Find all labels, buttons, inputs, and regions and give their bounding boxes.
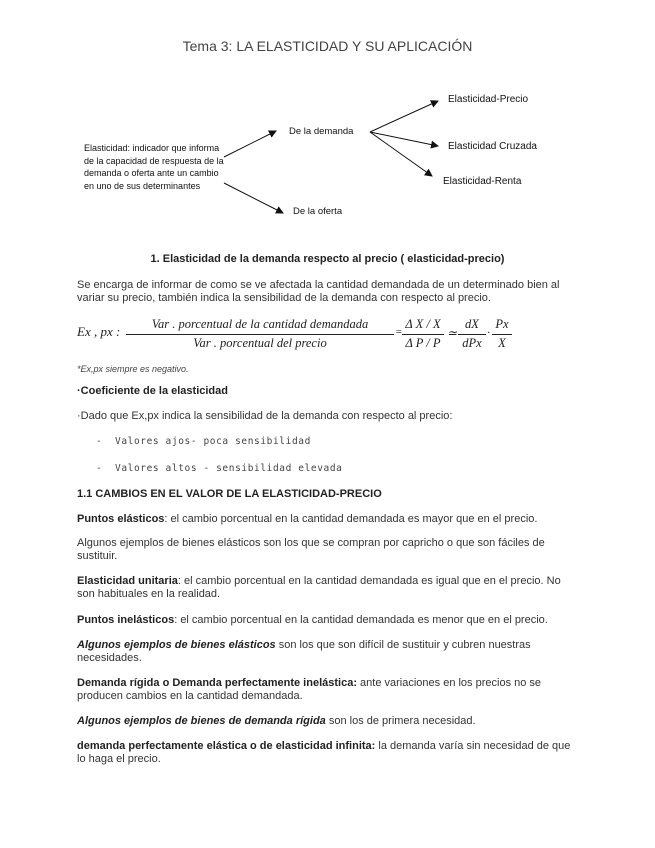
paragraph-ejemplos-elasticos: Algunos ejemplos de bienes elásticos son los que se compran por capricho o que son fáciles de sustituir.	[77, 537, 545, 562]
formula-denominator-3: dPx	[462, 336, 482, 350]
elasticity-definition: Elasticidad: indicador que informa de la capacidad de respuesta de la demanda o oferta ante un cambio en uno de sus determinantes	[84, 143, 224, 191]
section-1-intro: Se encarga de informar de como se ve afectada la cantidad demandada de un determinado bien al variar su precio, también indica la sensibilidad de la demanda con respecto al precio.	[77, 279, 560, 304]
arrow-to-demanda	[224, 131, 276, 157]
formula-denominator-1: Var . porcentual del precio	[193, 336, 327, 350]
term-ejemplos-rigida: Algunos ejemplos de bienes de demanda rígida	[77, 715, 326, 727]
list-dash-1: -	[96, 436, 103, 447]
term-puntos-elasticos: Puntos elásticos	[77, 513, 165, 525]
term-elasticidad-infinita: demanda perfectamente elástica o de elasticidad infinita:	[77, 740, 376, 752]
arrow-to-precio	[370, 101, 438, 132]
section-1-1-heading: 1.1 CAMBIOS EN EL VALOR DE LA ELASTICIDAD-PRECIO	[77, 488, 382, 500]
formula-numerator-4: Px	[495, 317, 509, 331]
formula-note: *Ex,px siempre es negativo.	[77, 364, 189, 374]
paragraph-ejemplos-rigida: Algunos ejemplos de bienes de demanda rígida son los de primera necesidad.	[77, 715, 476, 727]
formula-approx: ≃	[447, 326, 458, 340]
arrow-to-oferta	[224, 183, 283, 213]
list-item-low: Valores ajos- poca sensibilidad	[115, 436, 311, 447]
formula-numerator-1: Var . porcentual de la cantidad demandada	[151, 317, 369, 331]
term-elasticidad-unitaria: Elasticidad unitaria	[77, 575, 178, 587]
formula-numerator-3: dX	[465, 317, 479, 331]
formula-denominator-2: Δ P / P	[405, 336, 441, 350]
label-de-la-oferta: De la oferta	[293, 206, 343, 217]
paragraph-demanda-elastica-infinita: demanda perfectamente elástica o de elasticidad infinita: la demanda varía sin necesidad de que lo haga el precio.	[77, 740, 571, 765]
term-puntos-inelasticos: Puntos inelásticos	[77, 614, 175, 626]
term-demanda-rigida: Demanda rígida o Demanda perfectamente inelástica:	[77, 677, 357, 689]
formula-numerator-2: Δ X / X	[405, 317, 441, 331]
paragraph-elasticidad-unitaria: Elasticidad unitaria: el cambio porcentual en la cantidad demandada es igual que en el precio. No son habituales en la realidad.	[77, 575, 561, 600]
list-dash-2: -	[96, 463, 103, 474]
paragraph-demanda-rigida: Demanda rígida o Demanda perfectamente inelástica: ante variaciones en los precios no se producen cambios en la cantidad demandada.	[77, 677, 542, 702]
paragraph-puntos-elasticos: Puntos elásticos: el cambio porcentual en la cantidad demandada es mayor que en el precio.	[77, 513, 538, 525]
diagram-arrows	[0, 0, 655, 240]
formula-equals: =	[395, 326, 403, 338]
paragraph-puntos-inelasticos: Puntos inelásticos: el cambio porcentual en la cantidad demandada es menor que en el precio.	[77, 614, 548, 626]
label-elasticidad-cruzada: Elasticidad Cruzada	[448, 141, 537, 152]
label-elasticidad-precio: Elasticidad-Precio	[448, 94, 529, 105]
list-item-high: Valores altos - sensibilidad elevada	[115, 463, 343, 474]
formula-dot: ·	[487, 325, 490, 339]
page-title: Tema 3: LA ELASTICIDAD Y SU APLICACIÓN	[182, 38, 473, 54]
paragraph-ejemplos-inelasticos: Algunos ejemplos de bienes elásticos son los que son difícil de sustituir y cubren nuestras necesidades.	[77, 639, 531, 664]
coefficient-heading: ·Coeficiente de la elasticidad	[77, 385, 228, 397]
label-de-la-demanda: De la demanda	[289, 126, 354, 137]
label-elasticidad-renta: Elasticidad-Renta	[443, 176, 522, 187]
term-ejemplos-elasticos: Algunos ejemplos de bienes elásticos	[77, 639, 276, 651]
section-1-heading: 1. Elasticidad de la demanda respecto al precio ( elasticidad-precio)	[150, 253, 505, 265]
formula-lhs: Ex , px :	[77, 324, 121, 339]
formula-denominator-4: X	[498, 336, 506, 350]
coefficient-intro: ·Dado que Ex,px indica la sensibilidad de la demanda con respecto al precio:	[77, 410, 453, 422]
